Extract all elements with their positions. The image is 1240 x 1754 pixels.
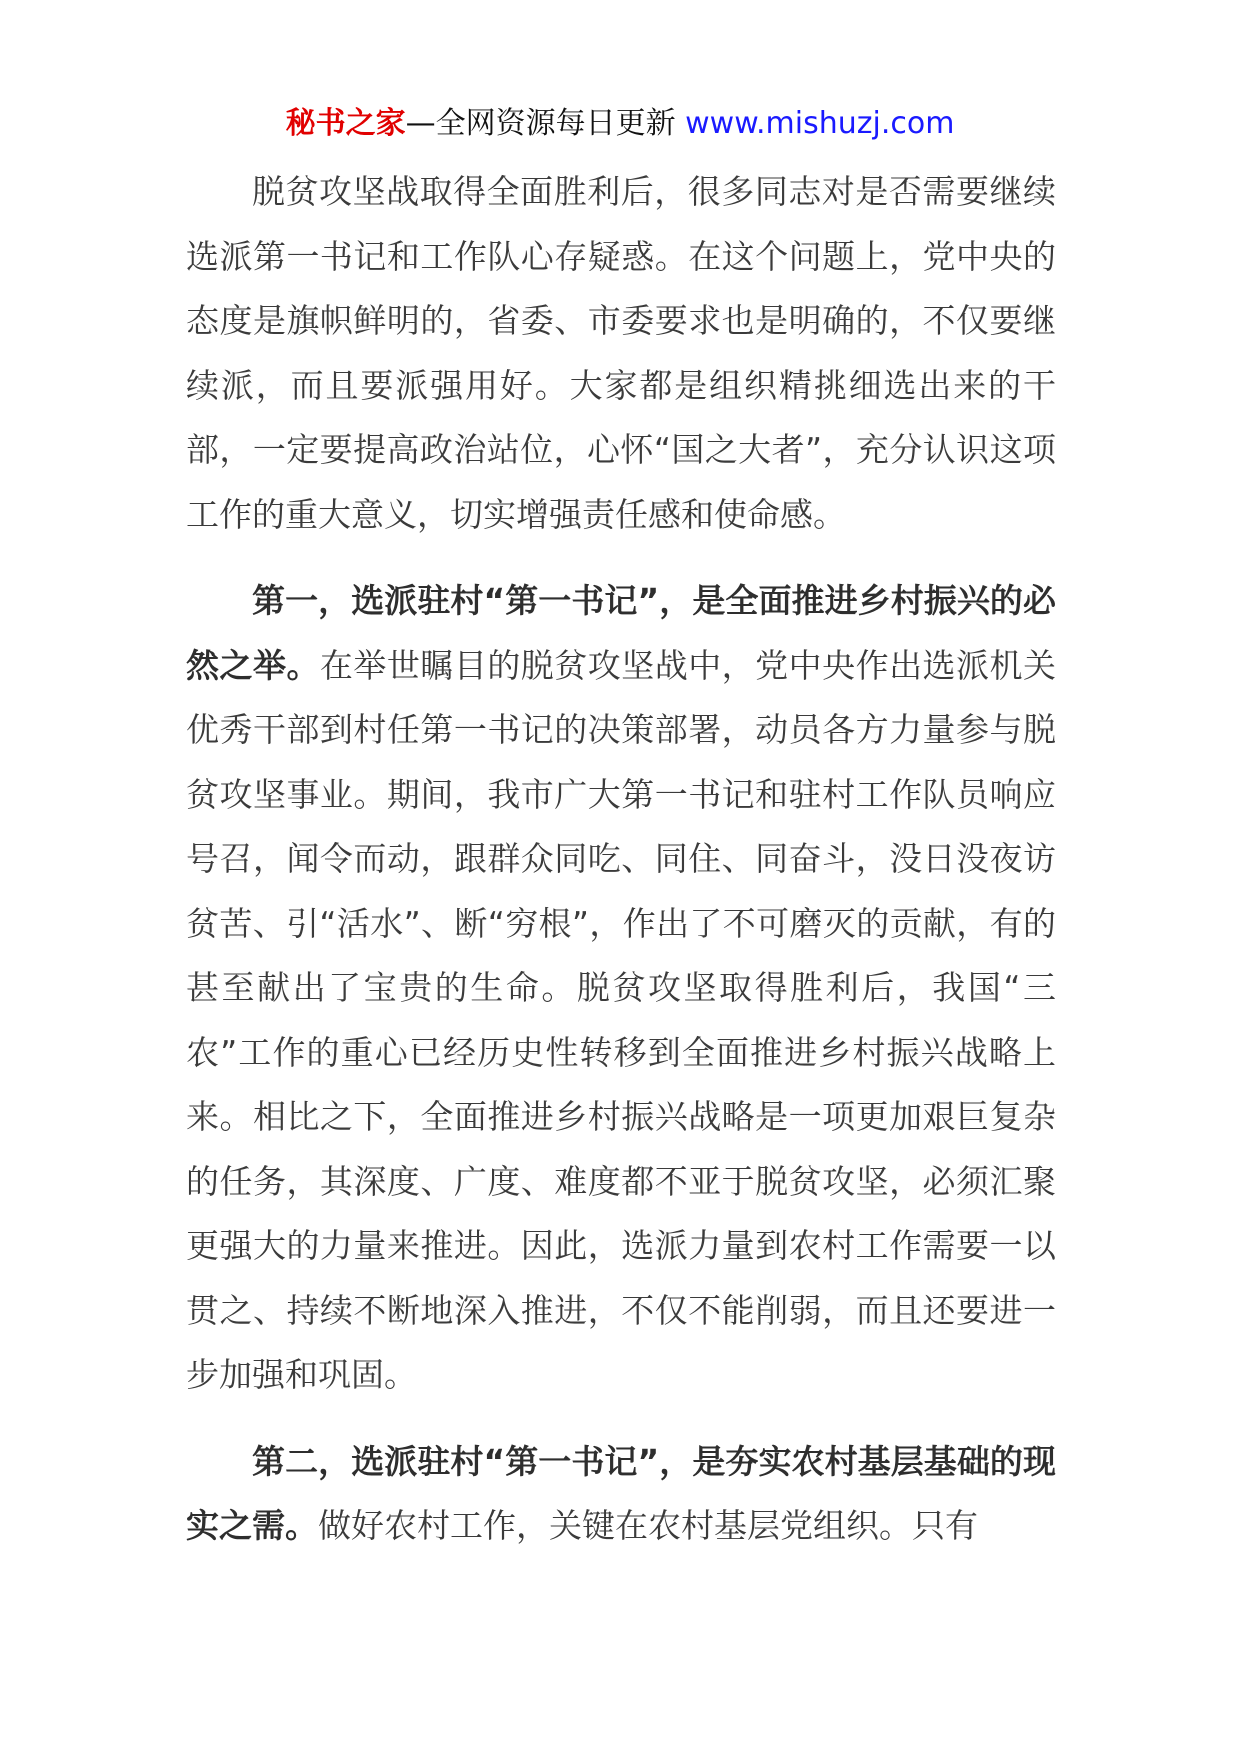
paragraph-point-two xyxy=(186,1430,1056,1559)
site-tagline: —全网资源每日更新 xyxy=(405,106,686,141)
paragraph-text: 脱贫攻坚战取得全面胜利后，很多同志对是否需要继续选派第一书记和工作队心存疑惑。在这个问题上，党中央的态度是旗帜鲜明的，省委、市委要求也是明确的，不仅要继续派，而且要派强用好。大家都是组织精挑细选出来的干部，一定要提高政治站位，心怀“国之大者”，充分认识这项工作的重大意义，切实增强责任感和使命感。 xyxy=(186,172,1056,534)
paragraph-text: 在举世瞩目的脱贫攻坚战中，党中央作出选派机关优秀干部到村任第一书记的决策部署，动员各方力量参与脱贫攻坚事业。期间，我市广大第一书记和驻村工作队员响应号召，闻令而动，跟群众同吃、同住、同奋斗，没日没夜访贫苦、引“活水”、断“穷根”，作出了不可磨灭的贡献，有的甚至献出了宝贵的生命。脱贫攻坚取得胜利后，我国“三农”工作的重心已经历史性转移到全面推进乡村振兴战略上来。相比之下，全面推进乡村振兴战略是一项更加艰巨复杂的任务，其深度、广度、难度都不亚于脱贫攻坚，必须汇聚更强大的力量来推进。因此，选派力量到农村工作需要一以贯之、持续不断地深入推进，不仅不能削弱，而且还要进一步加强和巩固。 xyxy=(186,645,1057,1394)
paragraph-intro xyxy=(186,160,1056,547)
site-brand: 秘书之家 xyxy=(285,106,406,141)
site-url-link[interactable]: www.mishuzj.com xyxy=(685,106,955,141)
paragraph-lead: 第二，选派驻村“第一书记”，是夯实农村基层基础的现实之需。 xyxy=(186,1441,1056,1545)
document-body xyxy=(186,160,1056,1581)
paragraph-text: 做好农村工作，关键在农村基层党组织。只有 xyxy=(318,1506,978,1545)
paragraph-lead: 第一，选派驻村“第一书记”，是全面推进乡村振兴的必然之举。 xyxy=(186,581,1056,685)
site-header xyxy=(0,100,1240,148)
paragraph-point-one xyxy=(186,569,1056,1408)
